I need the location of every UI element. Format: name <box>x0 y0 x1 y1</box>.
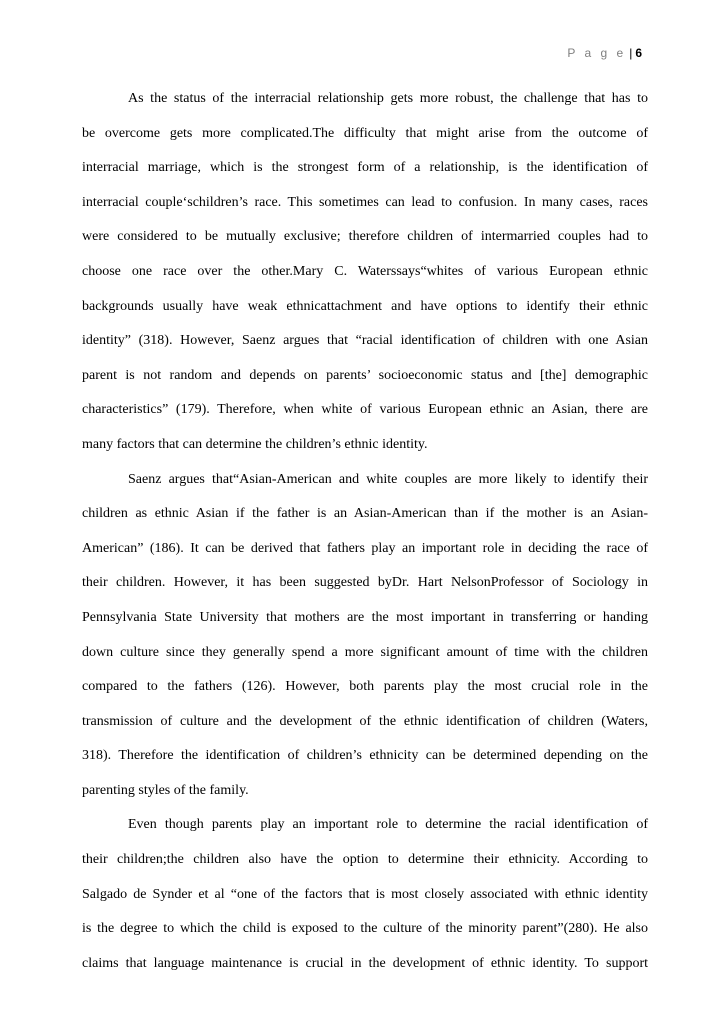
text-line: Pennsylvania State University that mothers are the most important in transferring or handing <box>82 609 648 625</box>
text-line: interracial couple‘schildren’s race. This sometimes can lead to confusion. In many cases, races <box>82 194 648 210</box>
text-line: Even though parents play an important role to determine the racial identification of <box>128 817 648 833</box>
text-line: is the degree to which the child is exposed to the culture of the minority parent”(280). He also <box>82 921 648 937</box>
text-line: parent is not random and depends on parents’ socioeconomic status and [the] demographic <box>82 367 648 383</box>
paragraph-3 <box>82 808 648 981</box>
text-line: their children. However, it has been suggested byDr. Hart NelsonProfessor of Sociology in <box>82 575 648 591</box>
text-line: transmission of culture and the development of the ethnic identification of children (Waters, <box>82 713 648 729</box>
text-line: their children;the children also have the option to determine their ethnicity. According to <box>82 852 648 868</box>
page-number: 6 <box>635 46 642 60</box>
paragraph-1 <box>82 82 648 463</box>
text-line: down culture since they generally spend a more significant amount of time with the children <box>82 644 648 660</box>
text-line: many factors that can determine the children’s ethnic identity. <box>82 436 428 452</box>
text-line: choose one race over the other.Mary C. Waterssays“whites of various European ethnic <box>82 263 648 279</box>
text-line: parenting styles of the family. <box>82 782 249 798</box>
text-line: As the status of the interracial relationship gets more robust, the challenge that has to <box>128 91 648 106</box>
text-line: compared to the fathers (126). However, both parents play the most crucial role in the <box>82 679 648 695</box>
text-line: characteristics” (179). Therefore, when white of various European ethnic an Asian, there are <box>82 402 648 418</box>
text-line: American” (186). It can be derived that fathers play an important role in deciding the race of <box>82 540 648 556</box>
header-separator: | <box>629 46 633 60</box>
text-line: Salgado de Synder et al “one of the factors that is most closely associated with ethnic identity <box>82 886 648 902</box>
text-line: interracial marriage, which is the strongest form of a relationship, is the identification of <box>82 160 648 176</box>
text-line: were considered to be mutually exclusive; therefore children of intermarried couples had to <box>82 229 648 245</box>
text-line: 318). Therefore the identification of children’s ethnicity can be determined depending on the <box>82 748 648 764</box>
text-line: backgrounds usually have weak ethnicattachment and have options to identify their ethnic <box>82 298 648 314</box>
text-line: children as ethnic Asian if the father is an Asian-American than if the mother is an Asian- <box>82 506 648 522</box>
text-line: be overcome gets more complicated.The difficulty that might arise from the outcome of <box>82 125 648 141</box>
page-label: P a g e <box>567 46 627 60</box>
text-line: Saenz argues that“Asian-American and white couples are more likely to identify their <box>128 471 648 487</box>
body-text <box>82 82 648 981</box>
paragraph-2 <box>82 463 648 809</box>
text-line: claims that language maintenance is crucial in the development of ethnic identity. To support <box>82 955 648 971</box>
page-header <box>567 44 642 62</box>
text-line: identity” (318). However, Saenz argues that “racial identification of children with one Asian <box>82 333 648 349</box>
